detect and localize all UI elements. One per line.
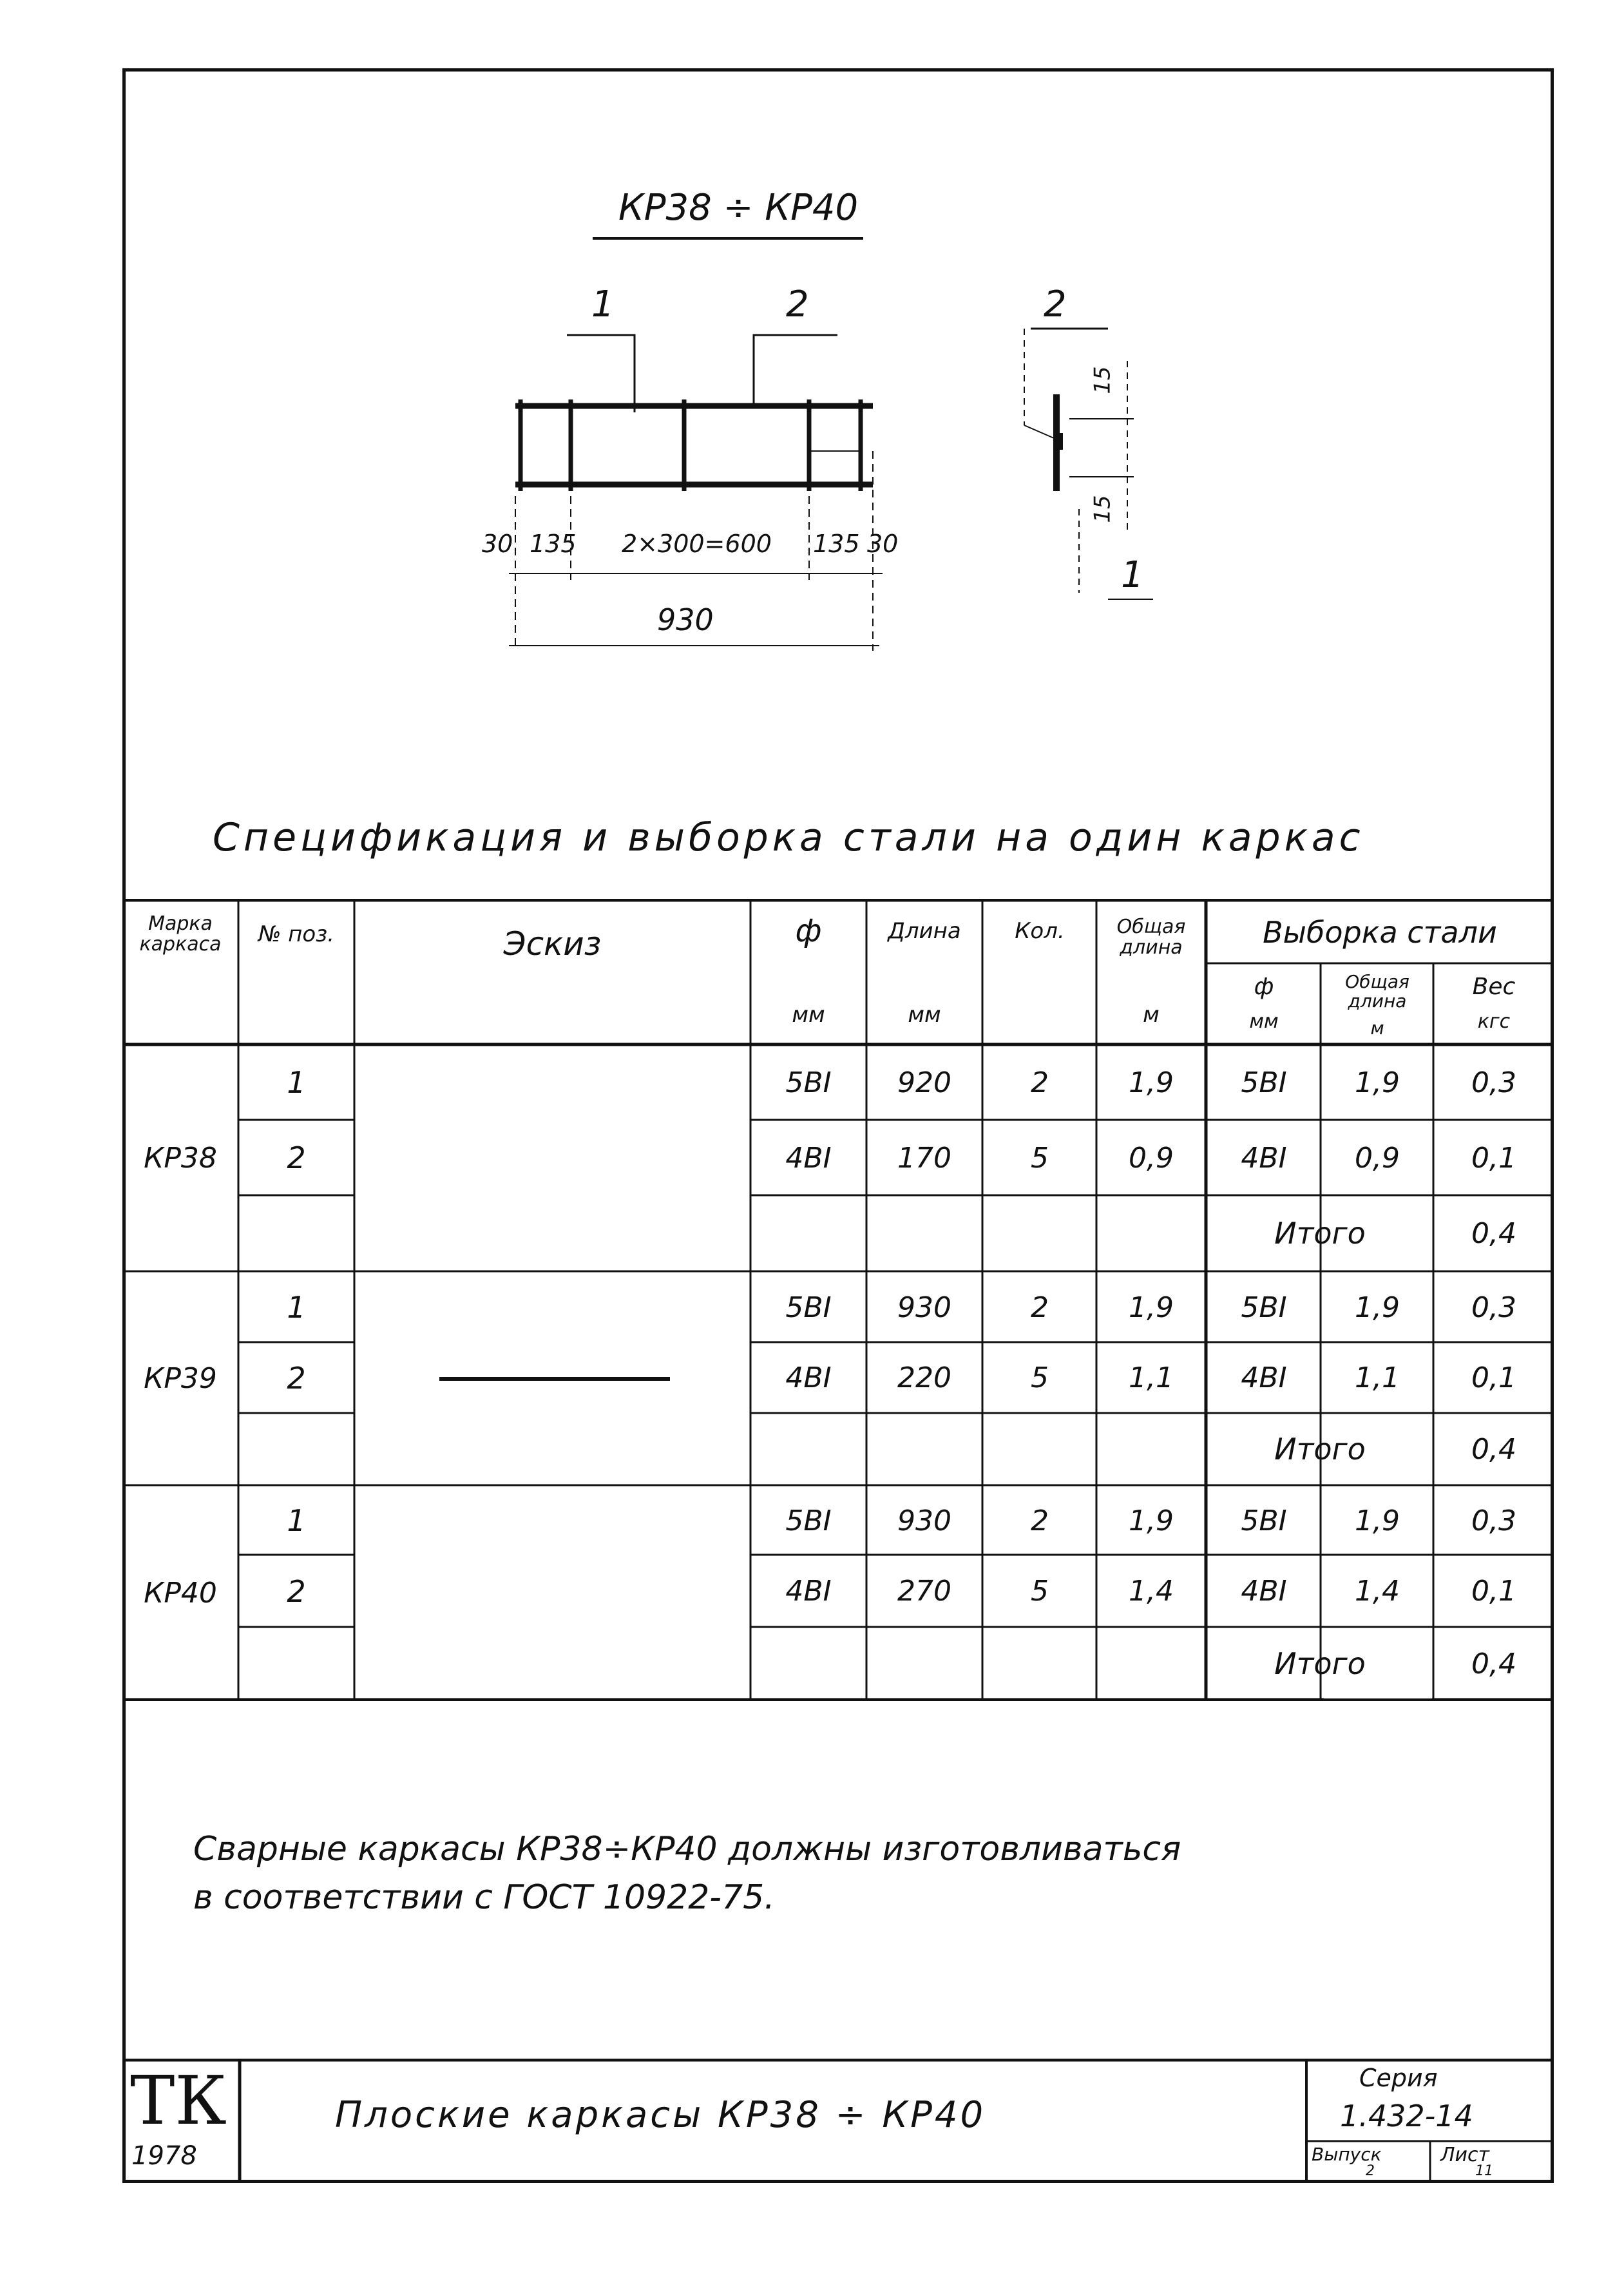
sel-total-cell: 1,9 (1355, 1066, 1400, 1099)
total-length-cell: 1,9 (1129, 1291, 1174, 1324)
length-cell: 270 (897, 1575, 951, 1608)
header-count: Кол. (1015, 918, 1065, 944)
phi-cell: 5ВI (785, 1504, 832, 1537)
dimension-right: 135 (813, 530, 860, 558)
note-line-2: в соответствии с ГОСТ 10922-75. (193, 1878, 775, 1917)
stamp-title: Плоские каркасы КР38 ÷ КР40 (335, 2094, 986, 2136)
series-value: 1.432-14 (1340, 2099, 1473, 2133)
length-cell: 170 (897, 1141, 951, 1175)
total-length-cell: 1,9 (1129, 1066, 1174, 1099)
length-cell: 920 (897, 1066, 951, 1099)
marka-cell: КР40 (144, 1576, 217, 1610)
header-pos: № поз. (258, 921, 335, 947)
dimension-end-right: 30 (867, 530, 899, 558)
section-position-top: 2 (1044, 284, 1067, 325)
sel-total-cell: 1,1 (1355, 1361, 1400, 1394)
pos-cell: 1 (287, 1503, 306, 1538)
length-cell: 220 (897, 1361, 951, 1394)
header-sel-phi-unit: мм (1249, 1010, 1279, 1033)
phi-cell: 4ВI (785, 1575, 832, 1608)
total-label: Итого (1274, 1216, 1366, 1251)
header-length: Длина (888, 918, 961, 944)
total-weight: 0,4 (1471, 1432, 1516, 1466)
phi-cell: 4ВI (785, 1141, 832, 1175)
pos-cell: 1 (287, 1065, 306, 1100)
note-line-1: Сварные каркасы КР38÷КР40 должны изготовливаться (193, 1830, 1181, 1869)
count-cell: 2 (1031, 1504, 1049, 1537)
count-cell: 5 (1031, 1361, 1049, 1394)
marka-cell: КР38 (144, 1142, 217, 1175)
weight-cell: 0,1 (1471, 1141, 1516, 1175)
count-cell: 5 (1031, 1575, 1049, 1608)
sel-total-cell: 0,9 (1355, 1141, 1400, 1175)
total-length-cell: 1,4 (1129, 1575, 1174, 1608)
section-position-bottom: 1 (1121, 554, 1144, 596)
header-weight: Вес (1472, 973, 1516, 1000)
total-length-cell: 0,9 (1129, 1141, 1174, 1175)
stamp-year: 1978 (131, 2141, 197, 2171)
sel-phi-cell: 4ВI (1241, 1141, 1287, 1175)
count-cell: 5 (1031, 1141, 1049, 1175)
total-label: Итого (1274, 1646, 1366, 1681)
count-cell: 2 (1031, 1291, 1049, 1324)
total-weight: 0,4 (1471, 1647, 1516, 1680)
header-marka: Марка каркаса (139, 912, 222, 956)
tk-logo: ТК (130, 2061, 227, 2140)
section-dimension-top: 15 (1089, 366, 1116, 394)
header-sketch: Эскиз (503, 925, 602, 963)
dimension-left: 135 (530, 530, 577, 558)
sel-total-cell: 1,9 (1355, 1504, 1400, 1537)
total-length-cell: 1,1 (1129, 1361, 1174, 1394)
dimension-total: 930 (657, 602, 714, 637)
pos-cell: 1 (287, 1290, 306, 1325)
sel-phi-cell: 5ВI (1241, 1066, 1287, 1099)
marka-cell: КР39 (144, 1362, 217, 1395)
weight-cell: 0,3 (1471, 1291, 1516, 1324)
sel-phi-cell: 5ВI (1241, 1504, 1287, 1537)
header-phi: ф (795, 913, 822, 949)
header-selection: Выборка стали (1263, 915, 1497, 950)
position-label-1: 1 (591, 284, 615, 325)
total-weight: 0,4 (1471, 1216, 1516, 1250)
position-label-2: 2 (786, 284, 809, 325)
weight-cell: 0,1 (1471, 1361, 1516, 1394)
sheet-label: Лист (1440, 2144, 1490, 2166)
header-weight-unit: кгс (1477, 1010, 1511, 1033)
weight-cell: 0,3 (1471, 1504, 1516, 1537)
header-total-length-unit: м (1143, 1002, 1160, 1028)
phi-cell: 4ВI (785, 1361, 832, 1394)
pos-cell: 2 (287, 1140, 306, 1175)
phi-cell: 5ВI (785, 1291, 832, 1324)
section-dimension-bottom: 15 (1089, 495, 1116, 523)
length-cell: 930 (897, 1504, 951, 1537)
pos-cell: 2 (287, 1360, 306, 1396)
weight-cell: 0,3 (1471, 1066, 1516, 1099)
title-block (122, 2059, 1554, 2183)
series-label: Серия (1359, 2064, 1438, 2092)
dimension-end-left: 30 (482, 530, 513, 558)
total-length-cell: 1,9 (1129, 1504, 1174, 1537)
header-sel-total-unit: м (1370, 1017, 1384, 1039)
frame-drawing (0, 0, 1624, 709)
length-cell: 930 (897, 1291, 951, 1324)
sel-phi-cell: 4ВI (1241, 1361, 1287, 1394)
sel-phi-cell: 5ВI (1241, 1291, 1287, 1324)
header-total-length: Общая длина (1116, 916, 1186, 959)
issue-value: 2 (1366, 2163, 1375, 2179)
header-length-unit: мм (908, 1002, 941, 1028)
total-label: Итого (1274, 1432, 1366, 1466)
phi-cell: 5ВI (785, 1066, 832, 1099)
sheet-value: 11 (1475, 2163, 1493, 2179)
sel-total-cell: 1,4 (1355, 1575, 1400, 1608)
spec-title: Спецификация и выборка стали на один каркас (213, 815, 1364, 860)
weight-cell: 0,1 (1471, 1575, 1516, 1608)
spec-table (122, 899, 1554, 1701)
header-phi-unit: мм (792, 1002, 825, 1028)
header-sel-phi: ф (1254, 973, 1274, 1000)
header-sel-total: Общая длина (1345, 971, 1409, 1012)
drawing-title: КР38 ÷ КР40 (618, 187, 859, 229)
count-cell: 2 (1031, 1066, 1049, 1099)
pos-cell: 2 (287, 1573, 306, 1609)
sel-total-cell: 1,9 (1355, 1291, 1400, 1324)
sel-phi-cell: 4ВI (1241, 1575, 1287, 1608)
issue-label: Выпуск (1312, 2144, 1382, 2165)
dimension-middle: 2×300=600 (622, 530, 772, 558)
